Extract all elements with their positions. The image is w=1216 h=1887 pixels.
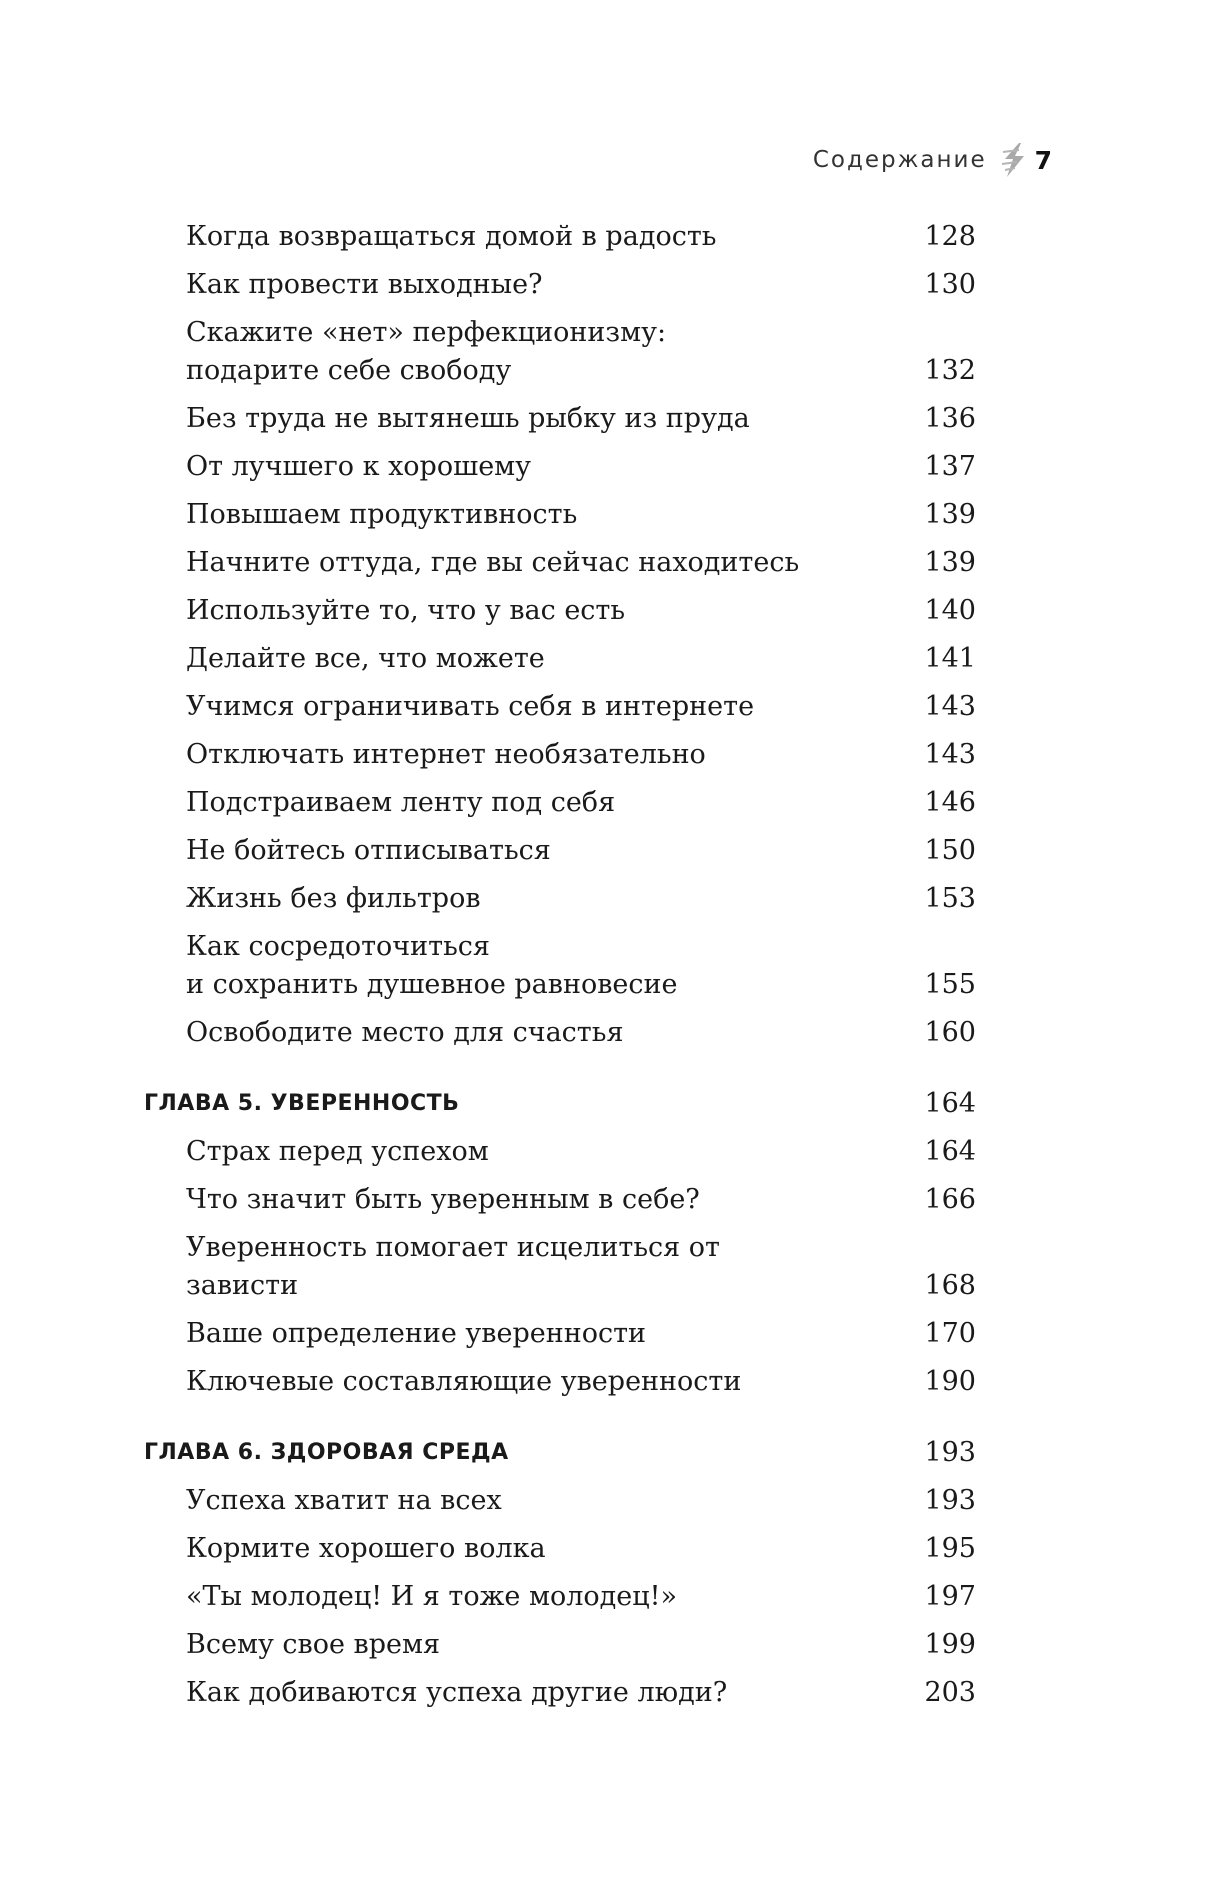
toc-entry-title: Что значит быть уверенным в себе? (186, 1184, 700, 1215)
toc-entry (0, 1626, 1216, 1664)
chapter-page: 193 (924, 1437, 976, 1468)
toc-entry-page: 128 (924, 221, 976, 252)
section-title: Содержание (812, 147, 987, 173)
toc-entry-title: Жизнь без фильтров (186, 883, 481, 914)
toc-entry-title: Уверенность помогает исцелиться от зависти (186, 1232, 720, 1301)
toc-entry-page: 197 (924, 1581, 976, 1612)
lightning-brush-icon (999, 142, 1029, 178)
chapter-title: ГЛАВА 6. ЗДОРОВАЯ СРЕДА (144, 1440, 509, 1465)
toc-entry (0, 1482, 1216, 1520)
toc-entry (0, 1315, 1216, 1353)
toc-chapter-6 (0, 1434, 1216, 1472)
toc-entry (0, 448, 1216, 486)
toc-entry (0, 880, 1216, 918)
toc-entry-title: Всему свое время (186, 1629, 441, 1660)
toc-entry-title: Повышаем продуктивность (186, 499, 578, 530)
toc-entry-page: 130 (924, 269, 976, 300)
toc-entry-title: Ваше определение уверенности (186, 1318, 647, 1349)
toc-entry-page: 203 (924, 1677, 976, 1708)
toc-entry (0, 1133, 1216, 1171)
toc-chapter-5 (0, 1085, 1216, 1123)
toc-entry-title: Учимся ограничивать себя в интернете (186, 691, 755, 722)
toc-entry (0, 1363, 1216, 1401)
toc-entry-title: Страх перед успехом (186, 1136, 489, 1167)
toc-entry-title: Делайте все, что можете (186, 643, 545, 674)
toc-entry-page: 153 (924, 883, 976, 914)
toc-entry (0, 400, 1216, 438)
toc-entry-title: Начните оттуда, где вы сейчас находитесь (186, 547, 800, 578)
toc-entry (0, 314, 1216, 390)
toc-entry-page: 166 (924, 1184, 976, 1215)
toc-entry (0, 1578, 1216, 1616)
toc-entry-page: 139 (924, 499, 976, 530)
chapter-page: 164 (924, 1088, 976, 1119)
toc-entry-page: 155 (924, 969, 976, 1000)
toc-entry-page: 170 (924, 1318, 976, 1349)
toc-entry (0, 1014, 1216, 1052)
toc-entry-page: 141 (924, 643, 976, 674)
toc-entry (0, 1674, 1216, 1712)
toc-entry-title: Без труда не вытянешь рыбку из пруда (186, 403, 750, 434)
toc-entry-page: 136 (924, 403, 976, 434)
toc-entry-page: 193 (924, 1485, 976, 1516)
toc-entry-page: 150 (924, 835, 976, 866)
toc-entry-page: 137 (924, 451, 976, 482)
toc-entry-page: 195 (924, 1533, 976, 1564)
toc-entry (0, 832, 1216, 870)
toc-entry-title: Подстраиваем ленту под себя (186, 787, 616, 818)
toc-entry-title: Как добиваются успеха другие люди? (186, 1677, 728, 1708)
toc-entry (0, 592, 1216, 630)
toc-entry-title: Ключевые составляющие уверенности (186, 1366, 742, 1397)
toc-entry (0, 784, 1216, 822)
toc-entry (0, 688, 1216, 726)
toc-entry-title: Кормите хорошего волка (186, 1533, 546, 1564)
toc-entry (0, 218, 1216, 256)
toc-entry-page: 143 (924, 691, 976, 722)
running-head (0, 142, 1052, 178)
toc-entry-title: Используйте то, что у вас есть (186, 595, 626, 626)
toc-entry-page: 132 (924, 355, 976, 386)
toc-entry-title: Освободите место для счастья (186, 1017, 624, 1048)
toc-entry-page: 190 (924, 1366, 976, 1397)
toc-entry (0, 496, 1216, 534)
toc-entry-page: 160 (924, 1017, 976, 1048)
toc-entry-title: Как сосредоточиться и сохранить душевное равновесие (186, 931, 678, 1000)
toc-entry (0, 1530, 1216, 1568)
toc-entry (0, 736, 1216, 774)
toc-entry (0, 640, 1216, 678)
toc-entry (0, 1229, 1216, 1305)
toc-entry-title: «Ты молодец! И я тоже молодец!» (186, 1581, 677, 1612)
toc-entry-title: От лучшего к хорошему (186, 451, 532, 482)
toc-entry-title: Не бойтесь отписываться (186, 835, 551, 866)
toc-entry-page: 140 (924, 595, 976, 626)
toc-entry (0, 928, 1216, 1004)
toc-entry (0, 1181, 1216, 1219)
toc-entry-page: 199 (924, 1629, 976, 1660)
page-number: 7 (1034, 145, 1052, 175)
toc-entry (0, 544, 1216, 582)
toc-entry-page: 146 (924, 787, 976, 818)
toc-entry (0, 266, 1216, 304)
chapter-title: ГЛАВА 5. УВЕРЕННОСТЬ (144, 1091, 460, 1116)
table-of-contents (0, 218, 1216, 1722)
toc-entry-title: Когда возвращаться домой в радость (186, 221, 717, 252)
toc-entry-page: 143 (924, 739, 976, 770)
toc-entry-title: Скажите «нет» перфекционизму: подарите себе свободу (186, 317, 667, 386)
toc-entry-title: Отключать интернет необязательно (186, 739, 706, 770)
toc-entry-title: Успеха хватит на всех (186, 1485, 502, 1516)
toc-entry-page: 168 (924, 1270, 976, 1301)
toc-entry-title: Как провести выходные? (186, 269, 543, 300)
toc-entry-page: 139 (924, 547, 976, 578)
toc-entry-page: 164 (924, 1136, 976, 1167)
